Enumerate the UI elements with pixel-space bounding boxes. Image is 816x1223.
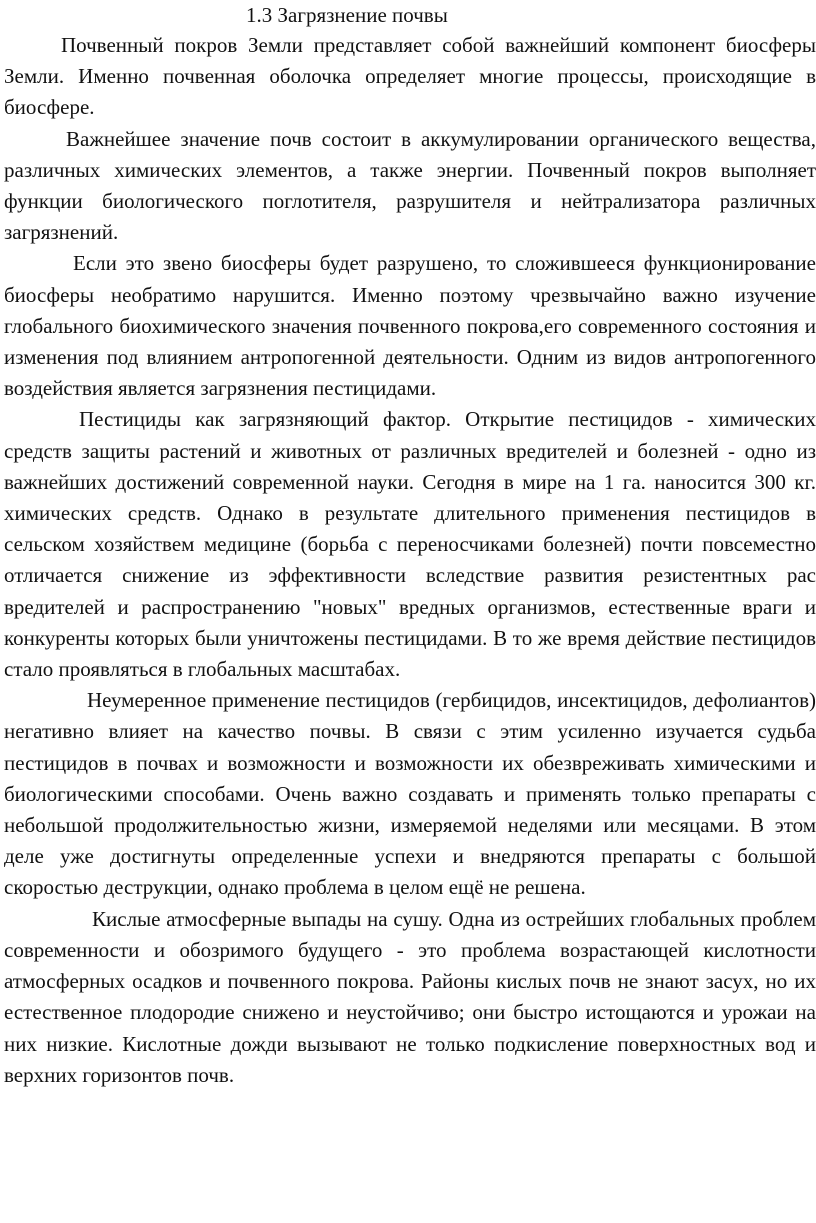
paragraph-pesticides: Пестициды как загрязняющий фактор. Открытие пестицидов - химических средств защиты растений и животных от различных вредителей и болезней - одно из важнейших достижений современной науки. Сегодня в мире на 1 га. наносится 300 кг. химических средств. Однако в результате длительного применения пестицидов в сельском хозяйствем медицине (борьба с переносчиками болезней) почти повсеместно отличается снижение из эффективности вследствие развития резистентных рас вредителей и распространению "новых" вредных организмов, естественные враги и конкуренты которых были уничтожены пестицидами. В то же время действие пестицидов стало проявляться в глобальных масштабах. xyxy=(4,407,816,682)
paragraph-biosphere-link: Если это звено биосферы будет разрушено, то сложившееся функционирование биосферы необратимо нарушится. Именно поэтому чрезвычайно важно изучение глобального биохимического значения почвенного покрова,его современного состояния и изменения под влиянием антропогенной деятельности. Одним из видов антропогенного воздействия является загрязнения пестицидами. xyxy=(4,251,816,401)
paragraph-soil-importance: Важнейшее значение почв состоит в аккумулировании органического вещества, различных химических элементов, а также энергии. Почвенный покров выполняет функции биологического поглотителя, разрушителя и нейтрализатора различных загрязнений. xyxy=(4,126,816,245)
paragraph-pesticide-use: Неумеренное применение пестицидов (гербицидов, инсектицидов, дефолиантов) негативно влияет на качество почвы. В связи с этим усиленно изучается судьба пестицидов в почвах и возможности и возможности их обезвреживать химическими и биологическими способами. Очень важно создавать и применять только препараты с небольшой продолжительностью жизни, измеряемой неделями или месяцами. В этом деле уже достигнуты определенные успехи и внедряются препараты с большой скоростью деструкции, однако проблема в целом ещё не решена. xyxy=(4,688,816,900)
paragraph-acid-deposition: Кислые атмосферные выпады на сушу. Одна из острейших глобальных проблем современности и обозримого будущего - это проблема возрастающей кислотности атмосферных осадков и почвенного покрова. Районы кислых почв не знают засух, но их естественное плодородие снижено и неустойчиво; они быстро истощаются и урожаи на них низкие. Кислотные дожди вызывают не только подкисление поверхностных вод и верхних горизонтов почв. xyxy=(4,906,816,1087)
section-title: 1.3 Загрязнение почвы xyxy=(246,3,448,27)
paragraph-soil-cover: Почвенный покров Земли представляет собой важнейший компонент биосферы Земли. Именно почвенная оболочка определяет многие процессы, происходящие в биосфере. xyxy=(4,33,816,120)
